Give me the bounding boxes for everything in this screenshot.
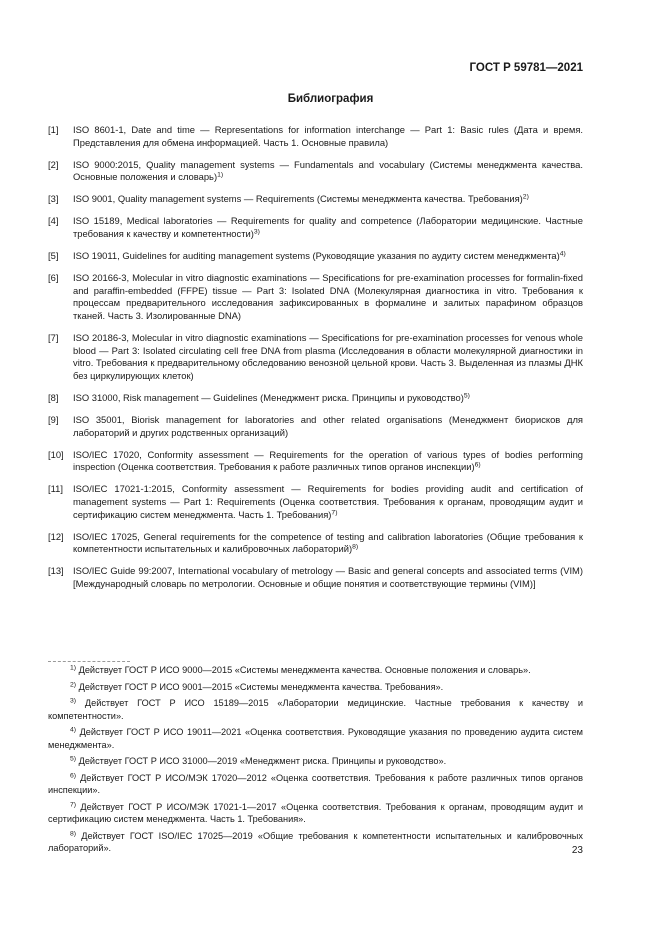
footnote-item — [48, 772, 583, 797]
footnote-text: Действует ГОСТ Р ИСО 31000—2019 «Менеджмент риска. Принципы и руководство». — [76, 756, 447, 767]
reference-body: ISO 20166-3, Molecular in vitro diagnostic examinations — Specifications for pre-examination processes for formalin-fixed and paraffin-embedded (FFPE) tissue — Part 3: Isolated DNA (Молекулярная диагностика in vitro. Требования к процессам предварительного исследования зафиксированных в формалине и залитых парафином образцов тканей. Часть 3. Изолированные DNA) — [73, 272, 583, 322]
reference-number: [8] — [48, 392, 59, 403]
reference-body: ISO 15189, Medical laboratories — Requirements for quality and competence (Лаборатории медицинские. Частные требования к качеству и компетентности) — [73, 215, 583, 240]
footnote-text: Действует ГОСТ Р ИСО/МЭК 17021-1—2017 «Оценка соответствия. Требования к органам, проводящим аудит и сертификацию систем менеджмента. Часть 1. Требования». — [48, 801, 583, 825]
footnote-text: Действует ГОСТ Р ИСО 19011—2021 «Оценка соответствия. Руководящие указания по проведению аудита систем менеджмента». — [48, 727, 583, 750]
reference-text — [73, 392, 583, 405]
footnote-mark: 8) — [70, 830, 77, 838]
reference-text — [73, 332, 583, 382]
footnote-mark: 5) — [70, 755, 77, 763]
footnote-marker: 8) — [352, 543, 359, 551]
footnote-item — [48, 697, 583, 722]
footnote-marker: 3) — [253, 228, 260, 236]
reference-text — [73, 193, 583, 206]
bibliography-item — [48, 531, 583, 556]
footnote-mark: 7) — [70, 801, 77, 809]
reference-number: [3] — [48, 193, 59, 205]
footnote-item — [48, 681, 583, 693]
bibliography-item — [48, 272, 583, 322]
reference-body: ISO 35001, Biorisk management for laboratories and other related organisations (Менеджмент биорисков для лабораторий и других родственных организаций) — [73, 414, 583, 438]
footnote-text: Действует ГОСТ Р ИСО 9000—2015 «Системы менеджмента качества. Основные положения и словарь». — [76, 665, 531, 675]
footnote-text: Действует ГОСТ Р ИСО/МЭК 17020—2012 «Оценка соответствия. Требования к работе различных типов органов инспекции». — [48, 772, 583, 796]
bibliography-item — [48, 159, 583, 184]
reference-text — [73, 483, 583, 521]
reference-text — [73, 414, 583, 439]
footnote-text: Действует ГОСТ ISO/IEC 17025—2019 «Общие требования к компетентности испытательных и калибровочных лабораторий». — [48, 830, 583, 854]
footnote-marker: 7) — [331, 509, 338, 517]
reference-text — [73, 449, 583, 474]
reference-body: ISO 8601-1, Date and time — Representations for information interchange — Part 1: Basic rules (Дата и время. Представления для обмена информацией. Часть 1. Основные правила) — [73, 124, 583, 148]
reference-text — [73, 124, 583, 149]
reference-text — [73, 159, 583, 184]
footnote-text: Действует ГОСТ Р ИСО 15189—2015 «Лаборатории медицинские. Частные требования к качеству и компетентности». — [48, 698, 583, 721]
reference-body: ISO 31000, Risk management — Guidelines (Менеджмент риска. Принципы и руководство) — [73, 392, 464, 403]
reference-body: ISO 20186-3, Molecular in vitro diagnostic examinations — Specifications for pre-examination processes for venous whole blood — Part 3: Isolated circulating cell free DNA from plasma (Исследования в области молекулярной диагностики in vitro. Требования к предварительному обследованию венозной цельной крови. Часть 3. Выделенная из плазмы ДНК без циркулирующих клеток) — [73, 332, 583, 381]
footnote-item — [48, 801, 583, 826]
bibliography-item — [48, 250, 583, 263]
reference-text — [73, 272, 583, 322]
reference-number: [1] — [48, 124, 59, 135]
bibliography-list — [48, 124, 583, 600]
bibliography-item — [48, 414, 583, 439]
footnote-mark: 3) — [70, 697, 77, 705]
footnote-marker: 2) — [522, 193, 529, 201]
reference-text — [73, 565, 583, 590]
footnote-item — [48, 755, 583, 767]
reference-number: [11] — [48, 483, 63, 495]
footnote-list — [48, 664, 583, 859]
reference-number: [9] — [48, 414, 59, 426]
reference-number: [10] — [48, 448, 64, 460]
footnote-marker: 4) — [559, 250, 566, 258]
bibliography-item — [48, 332, 583, 382]
footnote-mark: 6) — [70, 772, 77, 780]
bibliography-title: Библиография — [287, 93, 374, 105]
footnote-item — [48, 830, 583, 855]
reference-body: ISO 19011, Guidelines for auditing management systems (Руководящие указания по аудиту систем менеджмента) — [73, 250, 560, 262]
page-number: 23 — [571, 845, 583, 856]
footnote-marker: 1) — [217, 171, 224, 179]
bibliography-item — [48, 215, 583, 240]
reference-body: ISO 9001, Quality management systems — Requirements (Системы менеджмента качества. Требования) — [73, 193, 523, 205]
document-code: ГОСТ Р 59781—2021 — [469, 62, 583, 74]
footnote-text: Действует ГОСТ Р ИСО 9001—2015 «Системы менеджмента качества. Требования». — [76, 681, 444, 692]
reference-body: ISO/IEC 17021-1:2015, Conformity assessment — Requirements for bodies providing audit and certification of management systems — Part 1: Requirements (Оценка соответствия. Требования к органам, проводящим аудит и сертификацию систем менеджмента. Часть 1. Требования) — [73, 483, 583, 520]
bibliography-item — [48, 124, 583, 149]
footnote-marker: 6) — [474, 461, 481, 469]
reference-body: ISO/IEC 17020, Conformity assessment — Requirements for the operation of various types of bodies performing inspection (Оценка соответствия. Требования к работе различных типов органов инспекции) — [73, 448, 583, 473]
reference-number: [5] — [48, 250, 59, 262]
footnote-marker: 5) — [463, 392, 470, 400]
reference-body: ISO/IEC 17025, General requirements for the competence of testing and calibration laboratories (Общие требования к компетентности испытательных и калибровочных лабораторий) — [73, 530, 583, 555]
reference-body: ISO/IEC Guide 99:2007, International vocabulary of metrology — Basic and general concepts and associated terms (VIM) [Международный словарь по метрологии. Основные и общие понятия и соответствующие термины (VIM)] — [73, 565, 583, 590]
reference-number: [2] — [48, 158, 59, 170]
footnote-mark: 4) — [70, 726, 77, 734]
footnote-item — [48, 664, 583, 676]
reference-text — [73, 215, 583, 240]
footnote-item — [48, 726, 583, 751]
reference-text — [73, 531, 583, 556]
bibliography-item — [48, 483, 583, 521]
reference-number: [4] — [48, 215, 59, 227]
footnote-mark: 2) — [70, 681, 77, 689]
bibliography-item — [48, 449, 583, 474]
bibliography-item — [48, 565, 583, 590]
bibliography-item — [48, 193, 583, 206]
footnote-mark: 1) — [70, 664, 77, 672]
reference-body: ISO 9000:2015, Quality management systems — Fundamentals and vocabulary (Системы менеджмента качества. Основные положения и словарь) — [73, 158, 583, 183]
reference-number: [7] — [48, 332, 59, 344]
reference-number: [12] — [48, 530, 64, 542]
bibliography-item — [48, 392, 583, 405]
footnote-separator — [48, 661, 130, 662]
reference-text — [73, 250, 583, 263]
reference-number: [13] — [48, 565, 64, 577]
reference-number: [6] — [48, 272, 59, 284]
